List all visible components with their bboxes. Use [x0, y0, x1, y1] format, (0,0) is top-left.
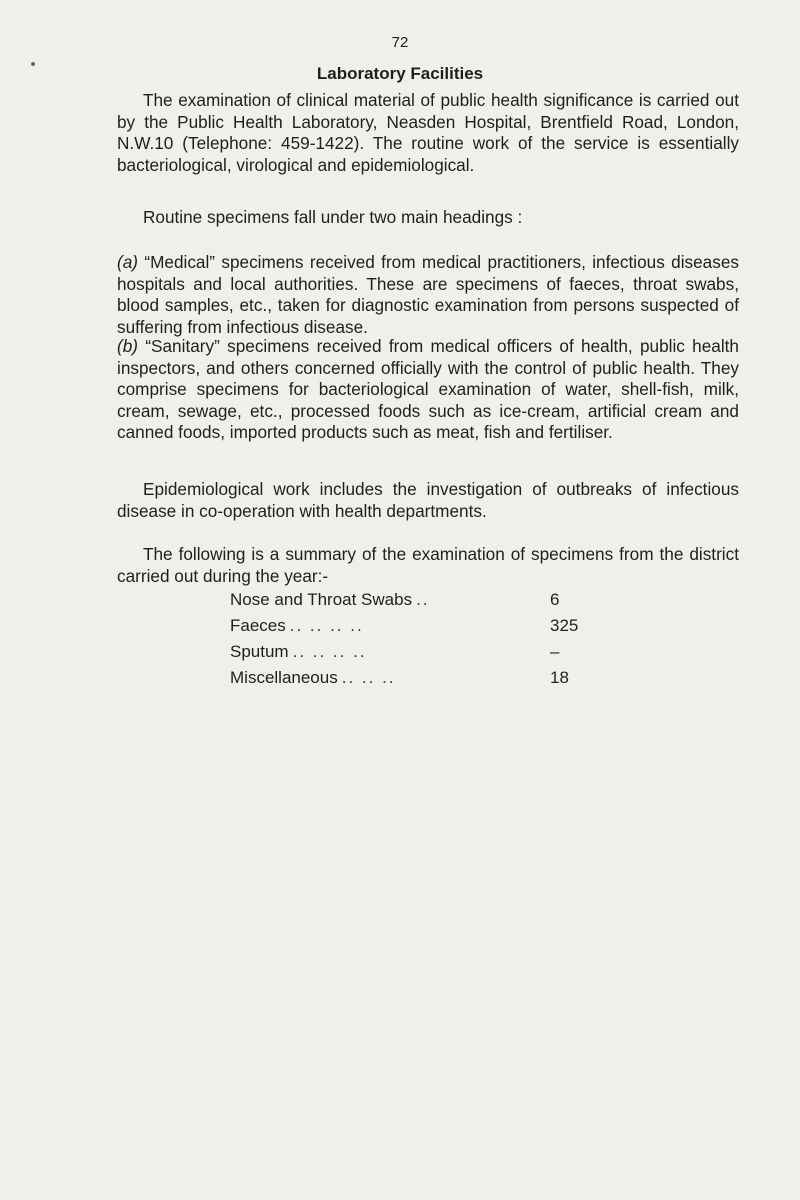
table-row [230, 616, 590, 642]
paragraph-epidemiological [117, 479, 739, 522]
row-leader: .. .. .. [341, 668, 396, 687]
row-leader: .. .. .. .. [289, 616, 364, 635]
specimen-summary-table [230, 590, 590, 694]
paragraph-intro [117, 90, 739, 176]
row-label: Sputum [230, 642, 289, 661]
row-value: – [550, 642, 560, 661]
paragraph-summary-intro-text: The following is a summary of the examination of specimens from the district carried out during the year:- [117, 544, 739, 586]
item-text-b: “Sanitary” specimens received from medical officers of health, public health inspectors, and others concerned officially with the control of public health. They comprise specimens for bacteriological examination of water, shell-fish, milk, cream, sewage, etc., processed foods such as ice-cream, artificial cream and canned foods, imported products such as meat, fish and fertiliser. [117, 336, 739, 442]
row-leader: .. .. .. .. [292, 642, 367, 661]
page-number: 72 [391, 34, 409, 51]
section-heading: Laboratory Facilities [316, 64, 484, 83]
table-row [230, 668, 590, 694]
paragraph-summary-intro [117, 544, 739, 587]
row-label: Faeces [230, 616, 286, 635]
row-label: Miscellaneous [230, 668, 338, 687]
paragraph-medical [117, 252, 739, 338]
table-row [230, 590, 590, 616]
item-text-a: “Medical” specimens received from medical practitioners, infectious diseases hospitals and local authorities. These are specimens of faeces, throat swabs, blood samples, etc., taken for diagnostic examination from persons suspected of suffering from infectious disease. [117, 252, 739, 337]
row-label: Nose and Throat Swabs [230, 590, 413, 609]
paragraph-sanitary-text [117, 336, 739, 444]
row-value: 6 [550, 590, 560, 609]
paragraph-medical-text [117, 252, 739, 338]
paragraph-intro-text: The examination of clinical material of public health significance is carried out by the Public Health Laboratory, Neasden Hospital, Brentfield Road, London, N.W.10 (Telephone: 459-1422). The routine work of the service is essentially bacteriological, virological and epidemiological. [117, 90, 739, 175]
row-leader: .. [416, 590, 430, 609]
item-label-b: (b) [117, 336, 139, 356]
row-value: 18 [550, 668, 569, 687]
paragraph-routine-text: Routine specimens fall under two main headings : [143, 207, 523, 227]
table-row [230, 642, 590, 668]
item-label-a: (a) [117, 252, 139, 272]
row-value: 325 [550, 616, 579, 635]
paragraph-routine [117, 207, 739, 229]
paragraph-epidemiological-text: Epidemiological work includes the investigation of outbreaks of infectious disease in co-operation with health departments. [117, 479, 739, 521]
paragraph-sanitary [117, 336, 739, 444]
